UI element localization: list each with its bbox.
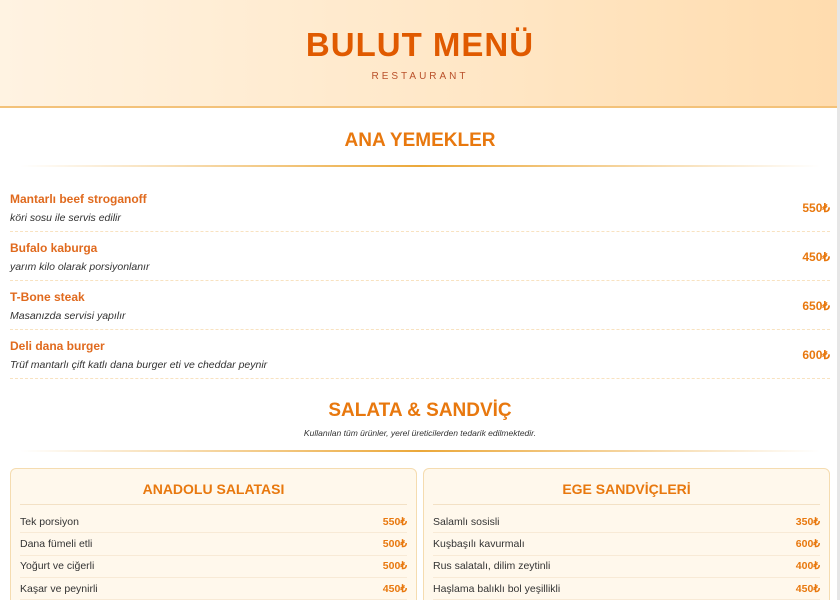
menu-card xyxy=(10,468,417,600)
row-name: Dana fümeli etli xyxy=(20,537,93,550)
main-dishes-list xyxy=(0,183,840,379)
card-row[interactable] xyxy=(433,511,820,533)
card-title: EGE SANDVİÇLERİ xyxy=(433,469,820,505)
row-name: Kaşar ve peynirli xyxy=(20,582,98,595)
menu-item[interactable] xyxy=(10,330,830,379)
header xyxy=(0,0,840,108)
row-price: 450₺ xyxy=(795,582,820,595)
menu-item[interactable] xyxy=(10,183,830,232)
row-price: 500₺ xyxy=(382,560,407,573)
row-name: Kuşbaşılı kavurmalı xyxy=(433,537,525,550)
card-row[interactable] xyxy=(20,511,407,533)
item-name: Mantarlı beef stroganoff xyxy=(10,192,147,206)
row-price: 450₺ xyxy=(382,582,407,595)
row-price: 400₺ xyxy=(795,560,820,573)
row-name: Yoğurt ve ciğerli xyxy=(20,560,95,573)
menu-item[interactable] xyxy=(10,281,830,330)
item-name: Bufalo kaburga xyxy=(10,241,98,255)
card-row[interactable] xyxy=(433,533,820,555)
item-description: Trüf mantarlı çift katlı dana burger eti ve cheddar peynir xyxy=(10,359,268,371)
row-price: 500₺ xyxy=(382,537,407,550)
section-note: Kullanılan tüm ürünler, yerel üreticilerden tedarik edilmektedir. xyxy=(303,428,537,438)
row-name: Rus salatalı, dilim zeytinli xyxy=(433,560,551,573)
row-price: 550₺ xyxy=(382,515,407,528)
restaurant-title: BULUT MENÜ xyxy=(305,26,535,63)
row-name: Tek porsiyon xyxy=(20,515,79,528)
row-name: Haşlama balıklı bol yeşillikli xyxy=(433,582,561,595)
section-divider xyxy=(20,450,820,452)
menu-card xyxy=(423,468,830,600)
item-description: Masanızda servisi yapılır xyxy=(10,310,126,322)
card-row[interactable] xyxy=(433,578,820,600)
item-price: 550₺ xyxy=(802,201,830,215)
item-description: köri sosu ile servis edilir xyxy=(10,212,121,224)
row-name: Salamlı sosisli xyxy=(433,515,500,528)
restaurant-subtitle: RESTAURANT xyxy=(371,71,469,82)
item-name: T-Bone steak xyxy=(10,290,85,304)
card-row[interactable] xyxy=(433,556,820,578)
item-price: 600₺ xyxy=(802,348,830,362)
menu-item[interactable] xyxy=(10,232,830,281)
cards xyxy=(0,468,840,600)
item-description: yarım kilo olarak porsiyonlanır xyxy=(10,261,150,273)
row-price: 600₺ xyxy=(795,537,820,550)
card-row[interactable] xyxy=(20,533,407,555)
card-title: ANADOLU SALATASI xyxy=(20,469,407,505)
section-title-main-dishes: ANA YEMEKLER xyxy=(344,130,496,151)
item-name: Deli dana burger xyxy=(10,339,105,353)
row-price: 350₺ xyxy=(795,515,820,528)
item-price: 450₺ xyxy=(802,250,830,264)
card-row[interactable] xyxy=(20,556,407,578)
item-price: 650₺ xyxy=(802,299,830,313)
card-row[interactable] xyxy=(20,578,407,600)
section-title-salad-sandwich: SALATA & SANDVİÇ xyxy=(328,400,512,421)
